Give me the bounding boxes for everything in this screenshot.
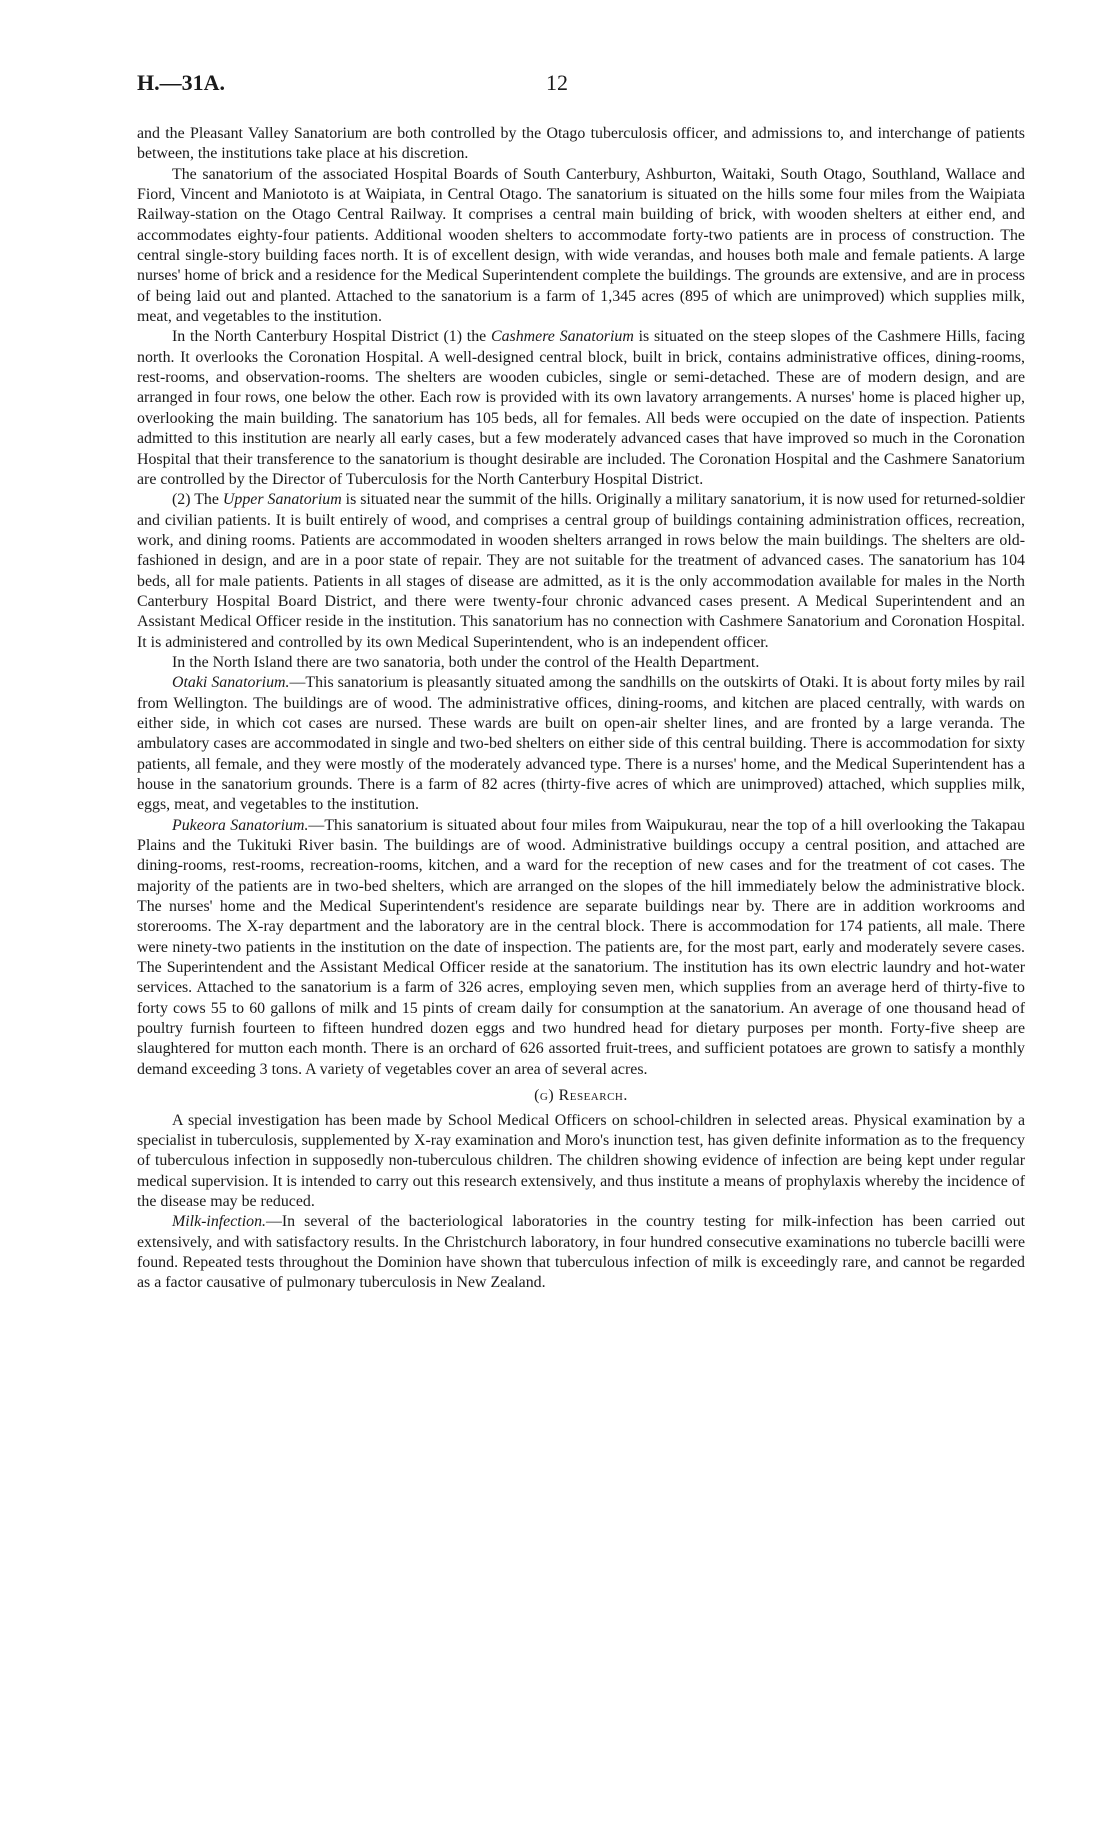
paragraph-research: A special investigation has been made by School Medical Officers on school-children in selected areas. Physical examination by a specialist in tuberculosis, supplemented by X-ray examination and Moro's inunction test, has given definite information as to the frequency of tuberculous infection in supposedly non-tuberculous children. The children showing evidence of infection are being kept under regular medical supervision. It is intended to carry out this research extensively, and thus institute a means of prophylaxis whereby the incidence of the disease may be reduced. (137, 1111, 1025, 1210)
body-text (137, 124, 1025, 1294)
paragraph-text: In the North Canterbury Hospital District (1) the (172, 328, 491, 346)
paragraph-text: (2) The (172, 491, 223, 509)
paragraph-waipiata: The sanatorium of the associated Hospital Boards of South Canterbury, Ashburton, Waitaki, South Otago, Southland, Wallace and Fiord, Vincent and Maniototo is at Waipiata, in Central Otago. The sanatorium is situated on the hills some four miles from the Waipiata Railway-station on the Otago Central Railway. It comprises a central main building of brick, with wooden shelters at either end, and accommodates eighty-four patients. Additional wooden shelters to accommodate forty-two patients are in process of construction. The central single-story building faces north. It is of excellent design, with wide verandas, and houses both male and female patients. A large nurses' home of brick and a residence for the Medical Superintendent complete the buildings. The grounds are extensive, and are in process of being laid out and planted. Attached to the sanatorium is a farm of 1,345 acres (895 of which are unimproved) which supplies milk, meat, and vegetables to the institution. (137, 165, 1025, 326)
document-code: H.—31A. (137, 70, 225, 95)
heading-text: Research. (558, 1087, 628, 1105)
page-header (137, 70, 977, 100)
italic-term: Pukeora Sanatorium. (172, 816, 309, 834)
paragraph-text: —In several of the bacteriological laboratories in the country testing for milk-infection has been carried out extensively, and with satisfactory results. In the Christchurch laboratory, in four hundred consecutive examinations no tubercle bacilli were found. Repeated tests throughout the Dominion have shown that tuberculous infection of milk is exceedingly rare, and cannot be regarded as a factor causative of pulmonary tuberculosis in New Zealand. (137, 1213, 1025, 1292)
paragraph-otaki (137, 673, 1025, 815)
paragraph-cashmere (137, 327, 1025, 490)
paragraph-text: —This sanatorium is pleasantly situated among the sandhills on the outskirts of Otaki. It is about forty miles by rail from Wellington. The buildings are of wood. The administrative offices, dining-rooms, and kitchen are placed centrally, with wards on either side, in which cot cases are nursed. These wards are built on open-air shelter lines, and are fronted by a large veranda. The ambulatory cases are accommodated in single and two-bed shelters on either side of this central building. There is accommodation for sixty patients, all female, and they were mostly of the moderately advanced type. There is a nurses' home, and the Medical Superintendent has a house in the sanatorium grounds. There is a farm of 82 acres (thirty-five acres of which are unimproved) attached, which supplies milk, eggs, meat, and vegetables to the institution. (137, 674, 1025, 814)
paragraph-text: is situated on the steep slopes of the Cashmere Hills, facing north. It overlooks the Coronation Hospital. A well-designed central block, built in brick, contains administrative offices, dining-rooms, rest-rooms, and observation-rooms. The shelters are wooden cubicles, single or semi-detached. These are of modern design, and are arranged in four rows, one below the other. Each row is provided with its own lavatory arrangements. A nurses' home is placed higher up, overlooking the main building. The sanatorium has 105 beds, all for females. All beds were occupied on the date of inspection. Patients admitted to this institution are nearly all early cases, but a few moderately advanced cases that have improved so much in the Coronation Hospital that their transference to the sanatorium is thought desirable are included. The Coronation Hospital and the Cashmere Sanatorium are controlled by the Director of Tuberculosis for the North Canterbury Hospital District. (137, 328, 1025, 488)
paragraph-text: —This sanatorium is situated about four miles from Waipukurau, near the top of a hill overlooking the Takapau Plains and the Tukituki River basin. The buildings are of wood. Administrative buildings occupy a central position, and attached are dining-rooms, rest-rooms, recreation-rooms, kitchen, and a ward for the reception of new cases and for the treatment of cot cases. The majority of the patients are in two-bed shelters, which are arranged on the slopes of the hill immediately below the administrative block. The nurses' home and the Medical Superintendent's residence are separate buildings near by. There are in addition workrooms and storerooms. The X-ray department and the laboratory are in the central block. There is accommodation for 174 patients, all male. There were ninety-two patients in the institution on the date of inspection. The patients are, for the most part, early and moderately severe cases. The Superintendent and the Assistant Medical Officer reside at the sanatorium. The institution has its own electric laundry and hot-water services. Attached to the sanatorium is a farm of 326 acres, employing seven men, which supplies from an average herd of thirty-five to forty cows 55 to 60 gallons of milk and 15 pints of cream daily for consumption at the sanatorium. An average of one thousand head of poultry furnish fourteen to fifteen hundred dozen eggs and two hundred head for dietary purposes per month. Forty-five sheep are slaughtered for mutton each month. There is an orchard of 626 assorted fruit-trees, and sufficient potatoes are grown to satisfy a monthly demand exceeding 3 tons. A variety of vegetables cover an area of several acres. (137, 816, 1025, 1078)
paragraph-pukeora (137, 816, 1025, 1080)
page-number: 12 (546, 70, 568, 95)
italic-term: Cashmere Sanatorium (491, 328, 634, 346)
paragraph-text: is situated near the summit of the hills. Originally a military sanatorium, it is now used for returned-soldier and civilian patients. It is built entirely of wood, and comprises a central group of buildings containing administration offices, recreation, work, and dining rooms. Patients are accommodated in wooden shelters arranged in rows below the main buildings. The shelters are old-fashioned in design, and are in a poor state of repair. They are not suitable for the treatment of advanced cases. The sanatorium has 104 beds, all for male patients. Patients in all stages of disease are admitted, as it is the only accommodation available for males in the North Canterbury Hospital Board District, and there were twenty-four chronic advanced cases present. A Medical Superintendent and an Assistant Medical Officer reside in the institution. This sanatorium has no connection with Cashmere Sanatorium and Coronation Hospital. It is administered and controlled by its own Medical Superintendent, who is an independent officer. (137, 491, 1025, 651)
paragraph-continuation: and the Pleasant Valley Sanatorium are both controlled by the Otago tuberculosis officer, and admissions to, and interchange of patients between, the institutions take place at his discretion. (137, 125, 1025, 163)
paragraph-upper-sanatorium (137, 490, 1025, 653)
italic-term: Upper Sanatorium (222, 491, 342, 509)
section-heading-research (137, 1086, 1025, 1106)
paragraph-north-island: In the North Island there are two sanatoria, both under the control of the Health Department. (172, 653, 760, 671)
paragraph-milk-infection (137, 1212, 1025, 1293)
italic-term: Milk-infection. (172, 1213, 266, 1231)
italic-term: Otaki Sanatorium. (172, 674, 290, 692)
heading-letter: (g) (534, 1087, 555, 1105)
